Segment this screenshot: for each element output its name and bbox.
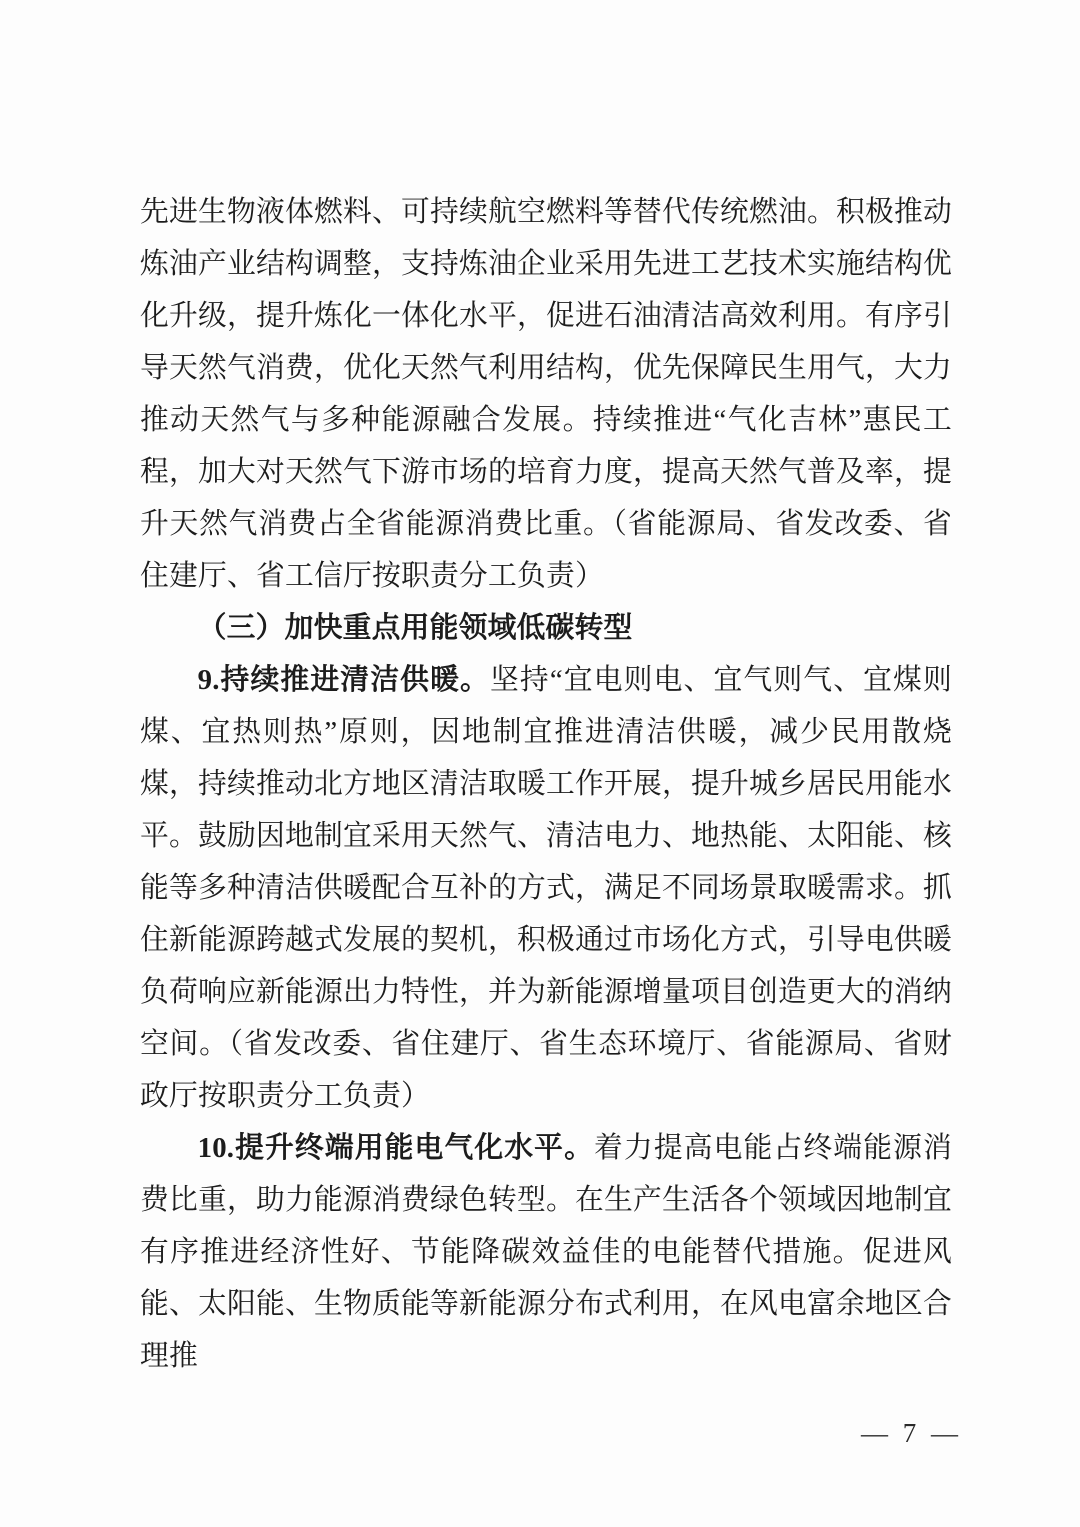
section-heading: （三）加快重点用能领域低碳转型 — [197, 612, 633, 644]
item-9-lead: 9.持续推进清洁供暖。 — [197, 664, 490, 696]
paragraph-item-10 — [140, 1122, 952, 1382]
item-9-body: 坚持“宜电则电、宜气则气、宜煤则煤、宜热则热”原则，因地制宜推进清洁供暖，减少民用散烧煤，持续推动北方地区清洁取暖工作开展，提升城乡居民用能水平。鼓励因地制宜采用天然气、清洁电力、地热能、太阳能、核能等多种清洁供暖配合互补的方式，满足不同场景取暖需求。抓住新能源跨越式发展的契机，积极通过市场化方式，引导电供暖负荷响应新能源出力特性，并为新能源增量项目创造更大的消纳空间。（省发改委、省住建厅、省生态环境厅、省能源局、省财政厅按职责分工负责） — [140, 664, 952, 1112]
item-10-body: 着力提高电能占终端能源消费比重，助力能源消费绿色转型。在生产生活各个领域因地制宜有序推进经济性好、节能降碳效益佳的电能替代措施。促进风能、太阳能、生物质能等新能源分布式利用，在风电富余地区合理推 — [140, 1132, 953, 1372]
item-10-lead: 10.提升终端用能电气化水平。 — [197, 1132, 595, 1164]
page-number: — 7 — — [861, 1418, 962, 1448]
document-body — [140, 186, 952, 1382]
paragraph-continuation: 先进生物液体燃料、可持续航空燃料等替代传统燃油。积极推动炼油产业结构调整，支持炼油企业采用先进工艺技术实施结构优化升级，提升炼化一体化水平，促进石油清洁高效利用。有序引导天然气消费，优化天然气利用结构，优先保障民生用气，大力推动天然气与多种能源融合发展。持续推进“气化吉林”惠民工程，加大对天然气下游市场的培育力度，提高天然气普及率，提升天然气消费占全省能源消费比重。（省能源局、省发改委、省住建厅、省工信厅按职责分工负责） — [140, 196, 952, 592]
paragraph-item-9 — [140, 654, 952, 1122]
